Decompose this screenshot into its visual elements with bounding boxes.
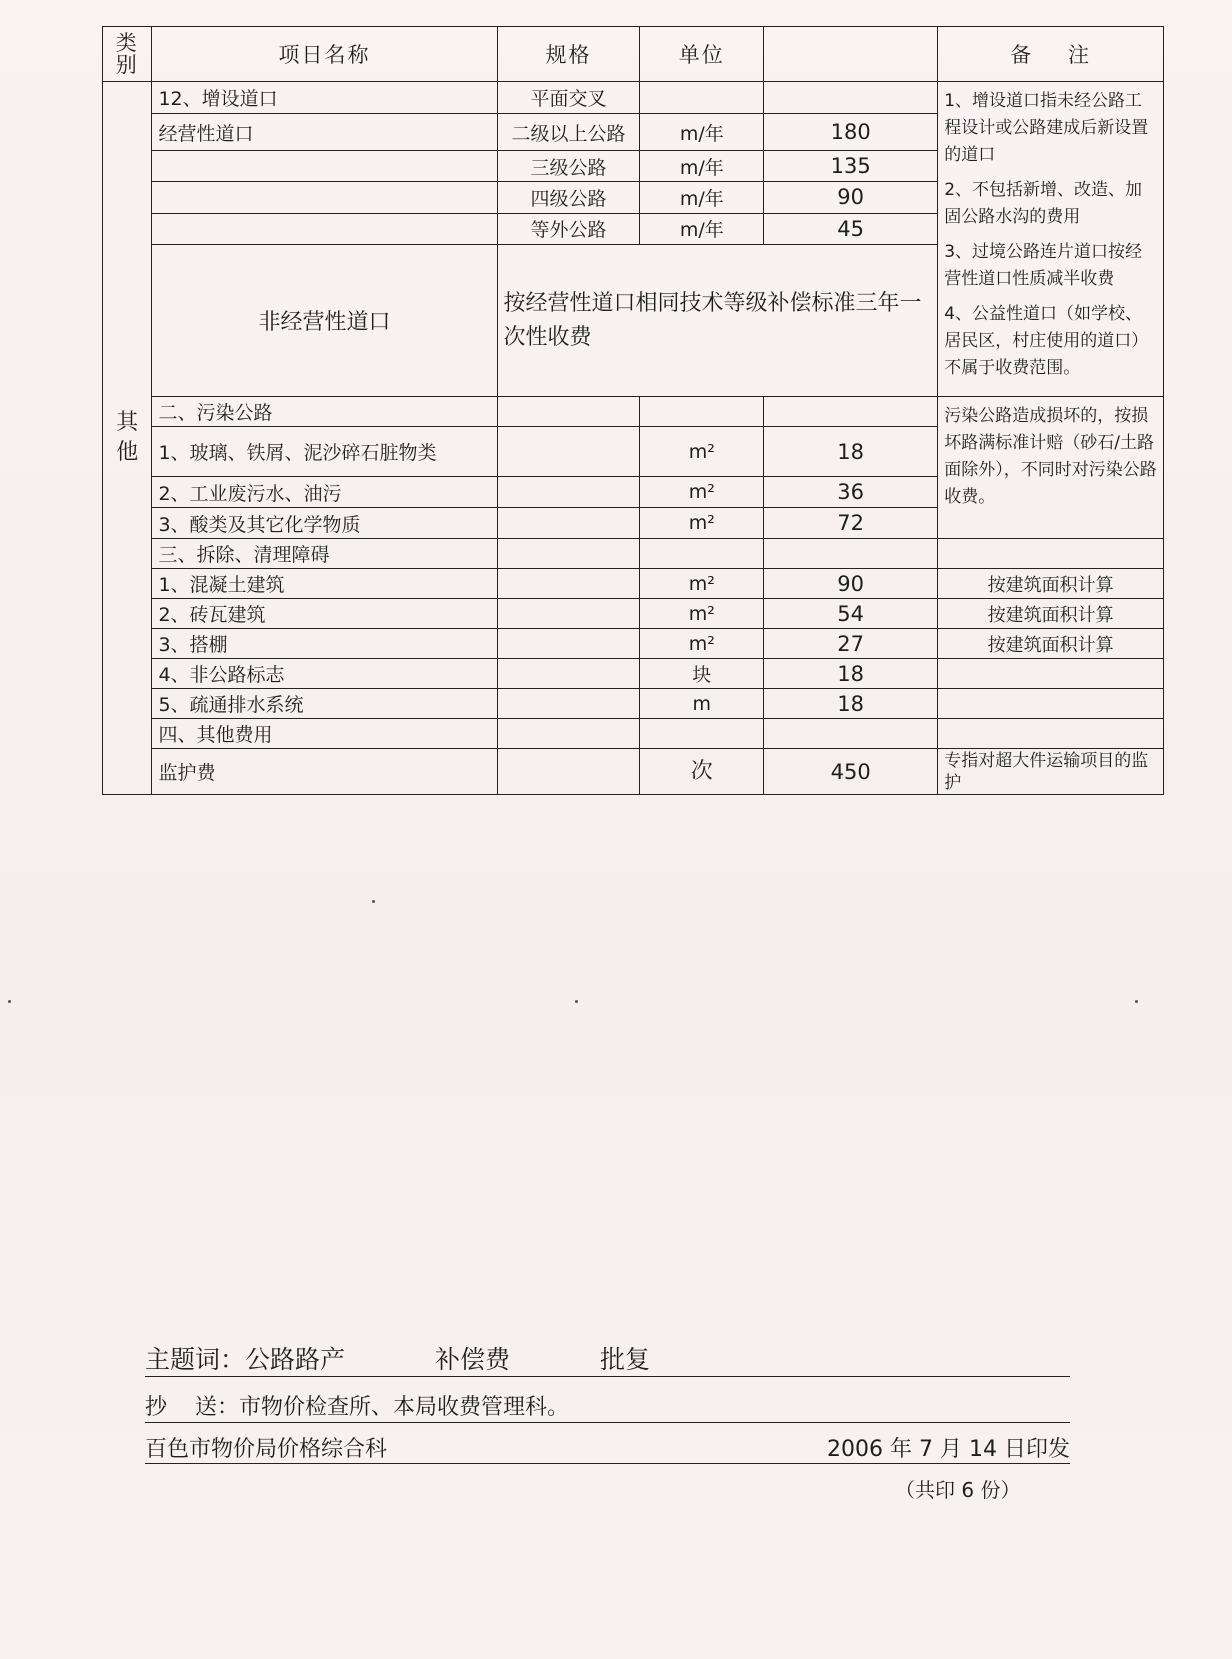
table-row (103, 689, 1164, 719)
scan-speck (575, 1000, 578, 1003)
row-amount: 18 (764, 689, 938, 719)
row-unit: m² (640, 599, 764, 629)
row-amount: 36 (764, 477, 938, 508)
row-amount: 18 (764, 427, 938, 477)
scan-speck (1135, 1000, 1138, 1003)
row-unit: 块 (640, 659, 764, 689)
row-amount: 54 (764, 599, 938, 629)
cc-line (145, 1390, 1070, 1421)
row-unit: m² (640, 629, 764, 659)
table-row-section (103, 539, 1164, 569)
row-name: 4、非公路标志 (152, 659, 497, 689)
keyword: 补偿费 (435, 1345, 511, 1374)
row-unit: m² (640, 508, 764, 539)
row-name: 经营性道口 (152, 114, 497, 150)
row-name: 1、混凝土建筑 (152, 569, 497, 599)
row-note: 按建筑面积计算 (938, 599, 1164, 629)
row-name: 2、砖瓦建筑 (152, 599, 497, 629)
row-unit: m² (640, 427, 764, 477)
row-unit: m² (640, 477, 764, 508)
road-note-2: 2、不包括新增、改造、加固公路水沟的费用 (944, 180, 1143, 227)
table-row (103, 82, 1164, 114)
header-amount (764, 27, 938, 82)
header-category: 类 别 (103, 27, 152, 82)
header-spec: 规格 (497, 27, 640, 82)
row-note (938, 689, 1164, 719)
copies-count: （共印 6 份） (895, 1478, 1021, 1502)
table-row-section (103, 397, 1164, 427)
table-header-row (103, 27, 1164, 82)
row-note: 按建筑面积计算 (938, 569, 1164, 599)
cc-recipients: 市物价检查所、本局收费管理科。 (238, 1395, 569, 1420)
divider (145, 1463, 1070, 1464)
row-name: 3、搭棚 (152, 629, 497, 659)
road-note-1: 1、增设道口指未经公路工程设计或公路建成后新设置的道口 (944, 91, 1149, 165)
row-name (152, 182, 497, 213)
row-note: 专指对超大件运输项目的监护 (938, 749, 1164, 795)
row-amount: 450 (764, 749, 938, 795)
issuer-line (145, 1432, 1070, 1463)
issuer-name: 百色市物价局价格综合科 (145, 1437, 388, 1462)
section-title-demolition: 三、拆除、清理障碍 (152, 539, 497, 569)
keywords-label: 主题词： (145, 1345, 246, 1374)
road-note-4: 4、公益性道口（如学校、居民区，村庄使用的道口）不属于收费范围。 (944, 304, 1149, 378)
row-amount: 135 (764, 150, 938, 181)
scan-speck (8, 1000, 11, 1003)
keywords-line (145, 1340, 1070, 1376)
section-title-pollution: 二、污染公路 (152, 397, 497, 427)
divider (145, 1376, 1070, 1377)
section-title-other-fees: 四、其他费用 (152, 719, 497, 749)
keyword: 批复 (600, 1345, 651, 1374)
non-commercial-name: 非经营性道口 (152, 245, 497, 397)
row-spec: 四级公路 (497, 182, 640, 213)
row-amount (764, 82, 938, 114)
keyword: 公路路产 (245, 1345, 346, 1374)
row-unit: m/年 (640, 150, 764, 181)
row-name: 5、疏通排水系统 (152, 689, 497, 719)
row-name (152, 213, 497, 244)
scan-speck (372, 900, 375, 903)
table-row (103, 599, 1164, 629)
row-amount: 180 (764, 114, 938, 150)
row-amount: 18 (764, 659, 938, 689)
row-amount: 72 (764, 508, 938, 539)
divider (145, 1422, 1070, 1423)
row-unit: 次 (640, 749, 764, 795)
row-note: 按建筑面积计算 (938, 629, 1164, 659)
row-amount: 45 (764, 213, 938, 244)
row-unit: m (640, 689, 764, 719)
non-commercial-rule: 按经营性道口相同技术等级补偿标准三年一次性收费 (497, 245, 938, 397)
row-name: 2、工业废污水、油污 (152, 477, 497, 508)
row-spec: 平面交叉 (497, 82, 640, 114)
header-item-name: 项日名称 (152, 27, 497, 82)
row-name (152, 150, 497, 181)
row-name: 监护费 (152, 749, 497, 795)
table-row (103, 659, 1164, 689)
pollution-note: 污染公路造成损坏的，按损坏路满标准计赔（砂石/土路面除外），不同时对污染公路收费。 (938, 397, 1164, 539)
road-note-3: 3、过境公路连片道口按经营性道口性质减半收费 (944, 242, 1143, 289)
road-notes (938, 82, 1164, 397)
row-name: 3、酸类及其它化学物质 (152, 508, 497, 539)
row-spec: 等外公路 (497, 213, 640, 244)
row-spec: 三级公路 (497, 150, 640, 181)
row-name: 12、增设道口 (152, 82, 497, 114)
row-name: 1、玻璃、铁屑、泥沙碎石脏物类 (152, 427, 497, 477)
issue-date: 2006 年 7 月 14 日印发 (827, 1437, 1070, 1462)
row-amount: 90 (764, 569, 938, 599)
header-remarks: 备 注 (938, 27, 1164, 82)
row-amount: 90 (764, 182, 938, 213)
row-unit (640, 82, 764, 114)
fee-table (102, 26, 1164, 795)
row-unit: m/年 (640, 182, 764, 213)
cc-label: 抄 送： (145, 1395, 239, 1420)
table-row (103, 749, 1164, 795)
table-row (103, 569, 1164, 599)
row-spec: 二级以上公路 (497, 114, 640, 150)
row-unit: m² (640, 569, 764, 599)
row-unit: m/年 (640, 114, 764, 150)
header-unit: 单位 (640, 27, 764, 82)
table-row-section (103, 719, 1164, 749)
row-amount: 27 (764, 629, 938, 659)
category-cell: 其 他 (103, 82, 152, 795)
row-note (938, 659, 1164, 689)
table-row (103, 629, 1164, 659)
row-unit: m/年 (640, 213, 764, 244)
